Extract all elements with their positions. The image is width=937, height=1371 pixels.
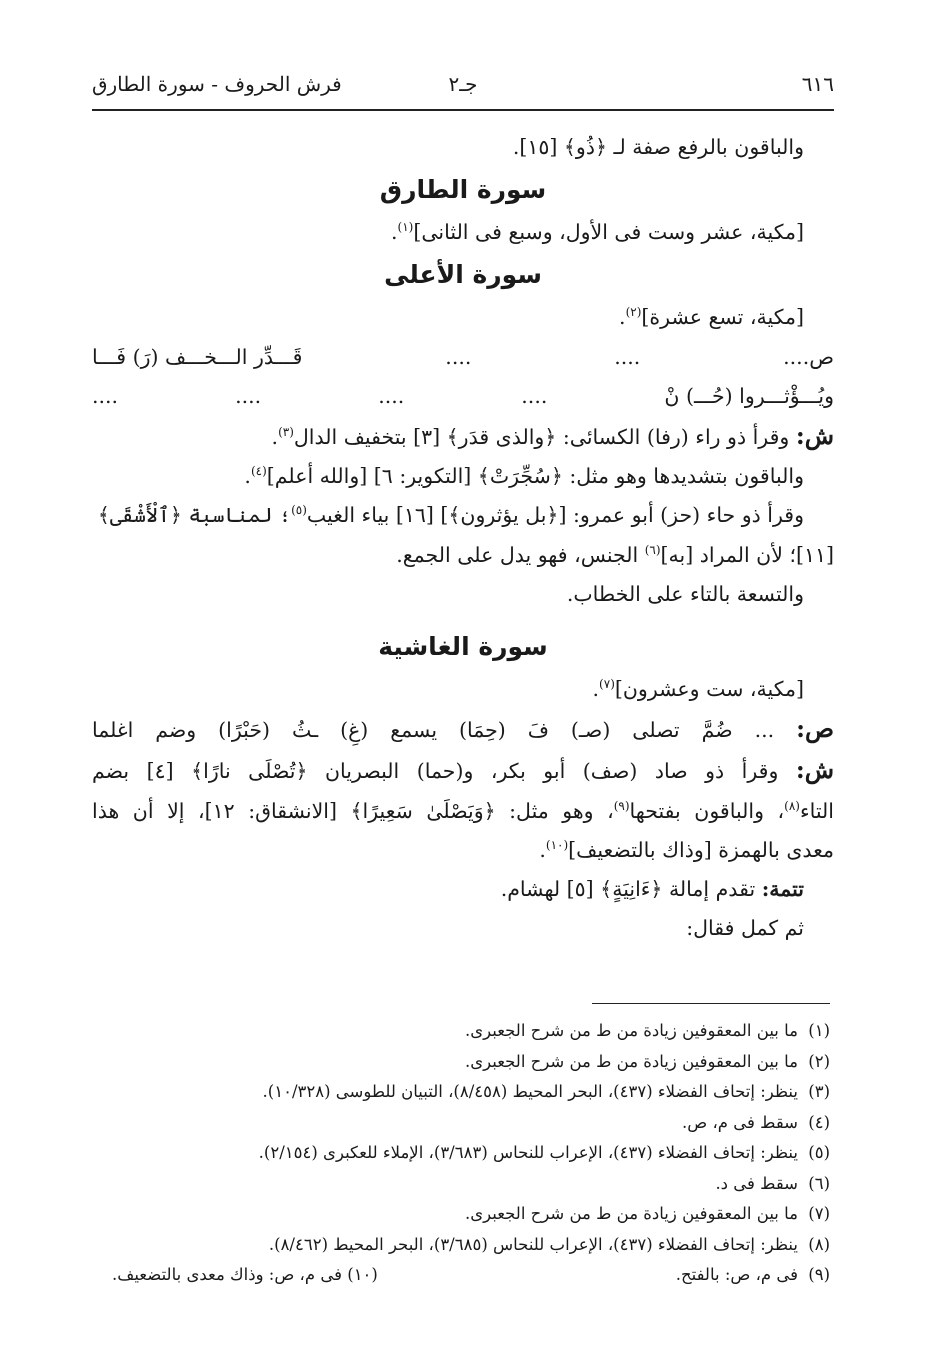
- page-header: [92, 72, 834, 102]
- paragraph: [مكية، تسع عشرة]$^{(٢)}$.: [619, 305, 804, 330]
- footnote: (٩)فى م، ص: بالفتح.: [675, 1265, 830, 1284]
- page-number: ٦١٦: [801, 72, 834, 96]
- volume-label: جـ٢: [448, 72, 478, 96]
- paragraph: والباقون بتشديدها وهو مثل: ﴿سُجِّرَتْ﴾ [التكوير: ٦] [والله أعلم]$^{(٤)}$.: [244, 464, 804, 489]
- paragraph: ش: وقرأ ذو راء (رفا) الكسائى: ﴿والذى قدَر﴾ [٣] بتخفيف الدال$^{(٣)}$.: [271, 421, 834, 451]
- footnote: (٤)سقط فى م، ص.: [682, 1112, 830, 1132]
- footnote: (٧)ما بين المعقوفين زيادة من ط من شرح الجعبرى.: [464, 1204, 830, 1223]
- footnote: (١)ما بين المعقوفين زيادة من ط من شرح الجعبرى.: [464, 1021, 830, 1040]
- paragraph: تتمة: تقدم إمالة ﴿ءَانِيَةٍ﴾ [٥] لهشام.: [500, 877, 804, 902]
- paragraph: ثم كمل فقال:: [686, 916, 804, 941]
- paragraph: والتسعة بالتاء على الخطاب.: [566, 581, 804, 606]
- section-heading: سورة الأعلى: [384, 260, 542, 290]
- running-title: فرش الحروف - سورة الطارق: [92, 72, 342, 96]
- verse-line: ص: ... ضُمَّ تصلى (صـ) فَ (حِمَا) يسمع (غِ) ـثُ (حَبْرًا) وضم اغلما: [92, 714, 834, 744]
- footnote: (١٠) فى م، ص: وذاك معدى بالتضعيف.: [112, 1265, 378, 1284]
- paragraph: وقرأ ذو حاء (حز) أبو عمرو: [﴿بل يؤثرون﴾] [١٦] بياء الغيب$^{(٥)}$؛ لمناسبة ﴿ٱلْأَشْقَى﴾: [97, 503, 804, 528]
- footnote: (٦)سقط فى د.: [715, 1173, 830, 1193]
- paragraph: التاء$^{(٨)}$، والباقون بفتحها$^{(٩)}$، وهو مثل: ﴿وَيَصْلَىٰ سَعِيرًا﴾ [الانشقاق: ١٢]، إلا أن هذا: [92, 798, 834, 823]
- footnote-pair: [92, 1260, 830, 1291]
- footnotes: [92, 1016, 830, 1291]
- section-heading: سورة الغاشية: [378, 632, 548, 662]
- verse-line: ص.... .... .... قَـــدِّر الـــخـــف (رَ) فَـــا: [92, 344, 834, 369]
- section-heading: سورة الطارق: [379, 175, 547, 205]
- paragraph: والباقون بالرفع صفة لـ ﴿ذُو﴾ [١٥].: [512, 135, 804, 159]
- footnote: (٣)ينظر: إتحاف الفضلاء (٤٣٧)، البحر المحيط (٨/٤٥٨)، التبيان للطوسى (١٠/٣٢٨).: [262, 1082, 830, 1101]
- main-text: [92, 128, 834, 948]
- verse-line: ويُـــؤْثـــروا (حُـــ) نْ .... .... .... ....: [92, 383, 834, 408]
- paragraph: معدى بالهمزة [وذاك بالتضعيف]$^{(١٠)}$.: [539, 837, 834, 862]
- footnote: (٨)ينظر: إتحاف الفضلاء (٤٣٧)، الإعراب للنحاس (٣/٦٨٥)، البحر المحيط (٨/٤٦٢).: [268, 1234, 830, 1254]
- paragraph: [مكية، ست وعشرون]$^{(٧)}$.: [592, 677, 804, 702]
- footnote: (٢)ما بين المعقوفين زيادة من ط من شرح الجعبرى.: [464, 1051, 830, 1071]
- header-rule: [92, 109, 834, 111]
- paragraph: [١١]؛ لأن المراد [به]$^{(٦)}$ الجنس، فهو يدل على الجمع.: [396, 542, 834, 567]
- footnote-rule: [592, 1003, 830, 1004]
- footnote: (٥)ينظر: إتحاف الفضلاء (٤٣٧)، الإعراب للنحاس (٣/٦٨٣)، الإملاء للعكبرى (٢/١٥٤).: [258, 1143, 830, 1162]
- paragraph: ش: وقرأ ذو صاد (صف) أبو بكر، و(حما) البصريان ﴿تُصْلَى نارًا﴾ [٤] بضم: [92, 755, 834, 785]
- paragraph: [مكية، عشر وست فى الأول، وسبع فى الثانى]$^{(١)}$.: [390, 220, 804, 245]
